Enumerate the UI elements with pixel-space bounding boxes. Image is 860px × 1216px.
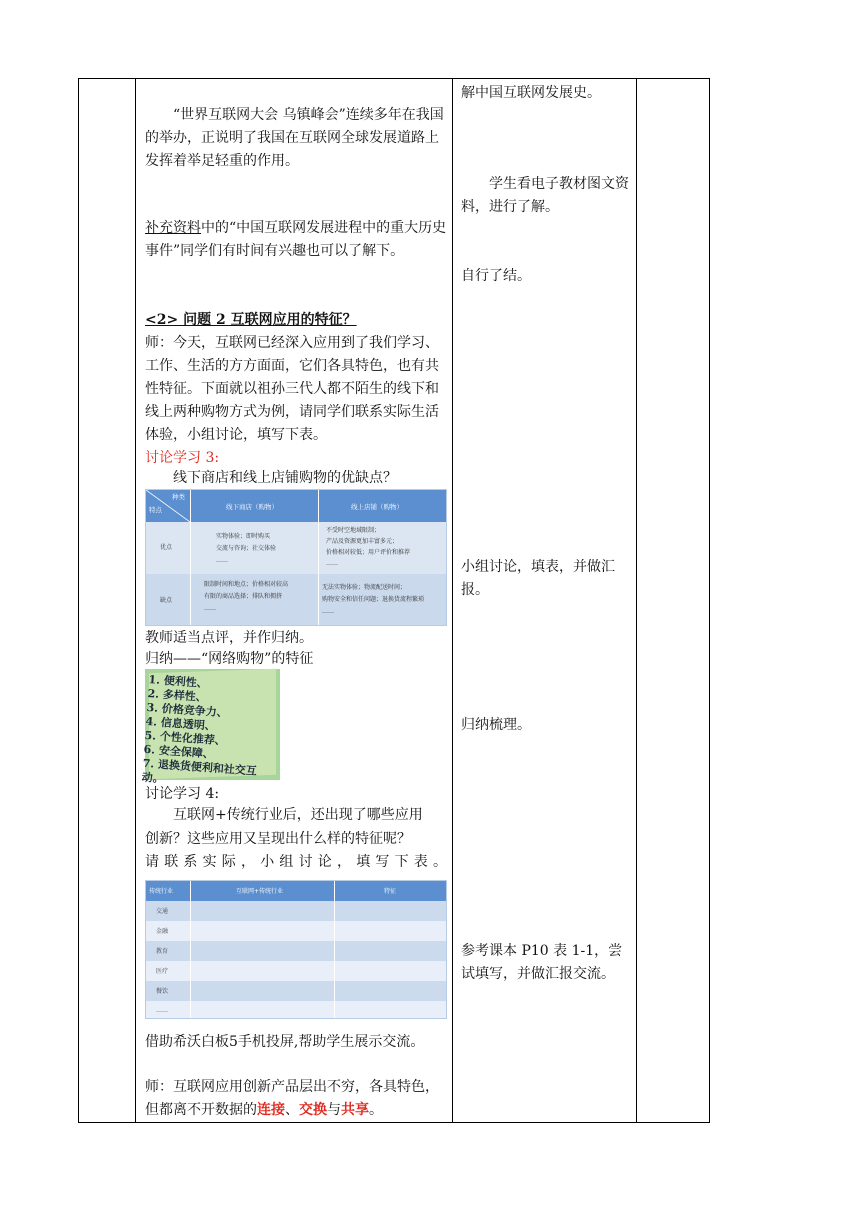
table-divider-1 [135, 78, 136, 1123]
student-activity-3: 自行了结。 [461, 268, 531, 284]
advantage-online-3: 价格相对较低；用户评价和推荐 [326, 549, 411, 556]
table-row-bg [146, 941, 446, 961]
header-internet-plus: 互联网+传统行业 [236, 888, 284, 895]
discussion-4-line-2: 创新？这些应用又呈现出什么样的特征呢？ [145, 831, 411, 847]
table-row-bg [146, 1001, 446, 1018]
disadvantage-offline-1: 限制时间和地点；价格相对较高 [204, 581, 289, 588]
table-divider-3 [636, 78, 637, 1123]
student-activity-4: 小组讨论，填表，并做汇报。 [461, 559, 615, 598]
disadvantage-online-2: 购物安全和信任问题；退换货流程繁琐 [322, 596, 425, 603]
feature-item: 2. 多样性、 [147, 686, 208, 705]
supplement-link[interactable]: 补充资料 [145, 220, 201, 236]
table-row-bg [146, 901, 446, 921]
final-text: 师：互联网应用创新产品层出不穷，各具特色，但都离不开数据的 [145, 1079, 439, 1118]
online-shopping-features-note [141, 669, 280, 786]
discussion-3-label: 讨论学习 3: [145, 450, 220, 466]
industry-row: 交通 [156, 908, 169, 915]
advantage-offline-1: 实物体验；即时购买 [216, 533, 271, 540]
table-row-bg [146, 921, 446, 941]
header-traditional: 传统行业 [149, 888, 174, 895]
student-activity-1: 解中国互联网发展史。 [461, 85, 601, 101]
discussion-4-line-3: 请 联 系 实 际 ， 小 组 讨 论 ， 填 写 下 表 。 [145, 854, 447, 870]
corner-top-label: 种类 [172, 493, 185, 501]
table-col-sep [190, 881, 191, 1018]
discussion-4-line-1: 互联网+传统行业后，还出现了哪些应用 [173, 807, 423, 823]
projection-note: 借助希沃白板5手机投屏,帮助学生展示交流。 [145, 1034, 425, 1050]
discussion-3-question: 线下商店和线上店铺购物的优缺点？ [173, 470, 397, 486]
table-divider-2 [452, 78, 453, 1123]
table-border-top [78, 78, 710, 79]
advantage-online-2: 产品及资源更加丰富多元； [326, 538, 399, 545]
feature-item: 6. 安全保障、 [143, 742, 215, 761]
teacher-comment: 教师适当点评，并作归纳。 [145, 630, 313, 646]
internet-plus-industry-table [145, 880, 447, 1019]
keyword-share: 共享 [341, 1102, 369, 1118]
table-col-sep [190, 490, 191, 625]
paragraph-wuzhen: “世界互联网大会 乌镇峰会”连续多年在我国的举办，正说明了我国在互联网全球发展道路上发挥着举足轻重的作用。 [145, 107, 444, 169]
industry-row: 医疗 [156, 968, 169, 975]
paragraph-supplement [145, 217, 447, 263]
disadvantage-online-1: 无法实物体验；物流配送时间； [322, 584, 407, 591]
advantage-offline-3: …… [216, 557, 228, 564]
sep: 与 [327, 1102, 341, 1118]
advantage-online-4: …… [326, 560, 338, 567]
header-features: 特征 [384, 888, 397, 895]
shopping-comparison-table [145, 489, 447, 626]
table-border-bottom [78, 1122, 710, 1123]
disadvantage-online-3: …… [322, 608, 334, 615]
table-col-sep [318, 490, 319, 625]
discussion-4-label: 讨论学习 4: [145, 786, 220, 802]
corner-bottom-label: 特点 [149, 506, 162, 514]
paragraph-final [145, 1076, 447, 1122]
industry-row: …… [156, 1007, 168, 1014]
row-label-disadvantages: 缺点 [160, 597, 173, 604]
keyword-connect: 连接 [257, 1102, 285, 1118]
feature-item: 4. 信息透明、 [145, 714, 217, 733]
table-col-sep [334, 881, 335, 1018]
question-2-heading: <2> 问题 2 互联网应用的特征？ [145, 312, 357, 328]
table-row-bg [146, 961, 446, 981]
feature-item: 7. 退换货便利和社交互动。 [141, 756, 258, 786]
table-border-right [709, 78, 710, 1123]
row-label-advantages: 优点 [160, 544, 173, 551]
industry-row: 餐饮 [156, 988, 169, 995]
advantage-offline-2: 交流与咨询；社交体验 [216, 545, 277, 552]
header-online: 线上店铺（购物） [351, 503, 403, 511]
disadvantage-offline-2: 有限的商品选择；排队和拥挤 [204, 593, 283, 600]
student-activity-2: 学生看电子教材图文资料，进行了解。 [461, 176, 629, 215]
summary-heading: 归纳——“网络购物”的特征 [145, 651, 314, 667]
final-end: 。 [369, 1102, 383, 1118]
student-activity-6: 参考课本 P10 表 1-1，尝试填写，并做汇报交流。 [461, 943, 623, 982]
industry-row: 金融 [156, 928, 169, 935]
table-row-bg [146, 981, 446, 1001]
features-list [141, 673, 279, 794]
paragraph-teacher-intro: 师：今天，互联网已经深入应用到了我们学习、工作、生活的方方面面，它们各具特色，也有共性特征。下面就以祖孙三代人都不陌生的线下和线上两种购物方式为例，请同学们联系实际生活体验，小组讨论，填写下表。 [145, 335, 439, 443]
disadvantage-offline-3: …… [204, 605, 216, 612]
feature-item: 1. 便利性、 [148, 673, 209, 691]
supplement-text: 中的“中国互联网发展进程中的重大历史事件”同学们有时间有兴趣也可以了解下。 [145, 220, 447, 259]
feature-item: 5. 个性化推荐、 [144, 728, 227, 748]
sep: 、 [285, 1102, 299, 1118]
table-border-left [78, 78, 79, 1123]
feature-item: 3. 价格竞争力、 [146, 700, 229, 720]
table-header [146, 881, 446, 901]
keyword-exchange: 交换 [299, 1102, 327, 1118]
advantage-online-1: 不受时空地域限制； [326, 527, 381, 534]
header-offline: 线下商店（购物） [226, 503, 278, 511]
industry-row: 教育 [156, 948, 169, 955]
student-activity-5: 归纳梳理。 [461, 717, 531, 733]
